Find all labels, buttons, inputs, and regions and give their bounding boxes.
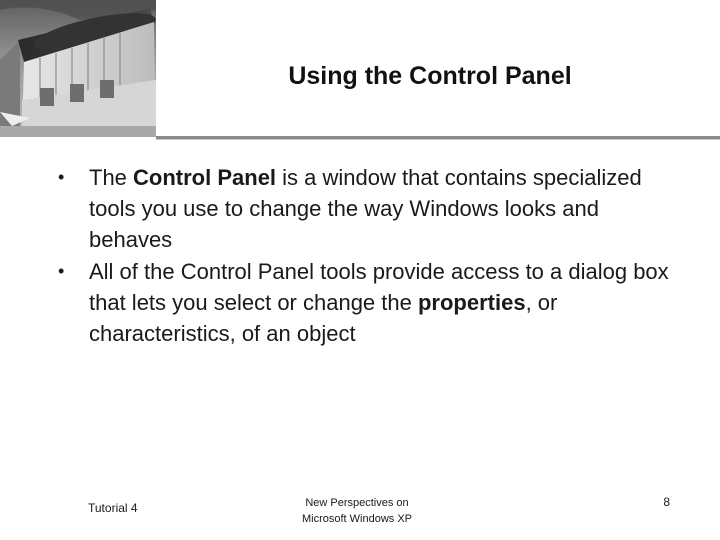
bullet-text-segment: is a window that contains specialized tools you use to change the way Windows looks and behaves bbox=[89, 165, 642, 252]
bullet-bold-term: properties bbox=[417, 290, 526, 315]
bullet-bold-term: Control Panel bbox=[133, 165, 277, 190]
footer-course-title-line: New Perspectives on bbox=[305, 497, 409, 509]
bullet-item bbox=[58, 256, 678, 349]
header-divider-highlight bbox=[156, 139, 720, 140]
footer-course-title bbox=[257, 495, 457, 527]
footer-course-title-line: Microsoft Windows XP bbox=[301, 513, 413, 525]
bullet-marker: • bbox=[58, 261, 65, 281]
bullet-list bbox=[58, 162, 678, 350]
bullet-text-segment: The bbox=[89, 165, 134, 190]
header-building-photo bbox=[0, 0, 156, 137]
bullet-item bbox=[58, 162, 678, 255]
slide-title: Using the Control Panel bbox=[288, 62, 572, 90]
bullet-text-segment: , or characteristics, of an object bbox=[89, 290, 558, 346]
bullet-marker: • bbox=[58, 167, 65, 187]
page-number: 8 bbox=[663, 495, 670, 509]
bullet-text-segment: All of the Control Panel tools provide access to a dialog box that lets you select or change the bbox=[89, 259, 669, 315]
footer-tutorial-label: Tutorial 4 bbox=[88, 501, 138, 515]
